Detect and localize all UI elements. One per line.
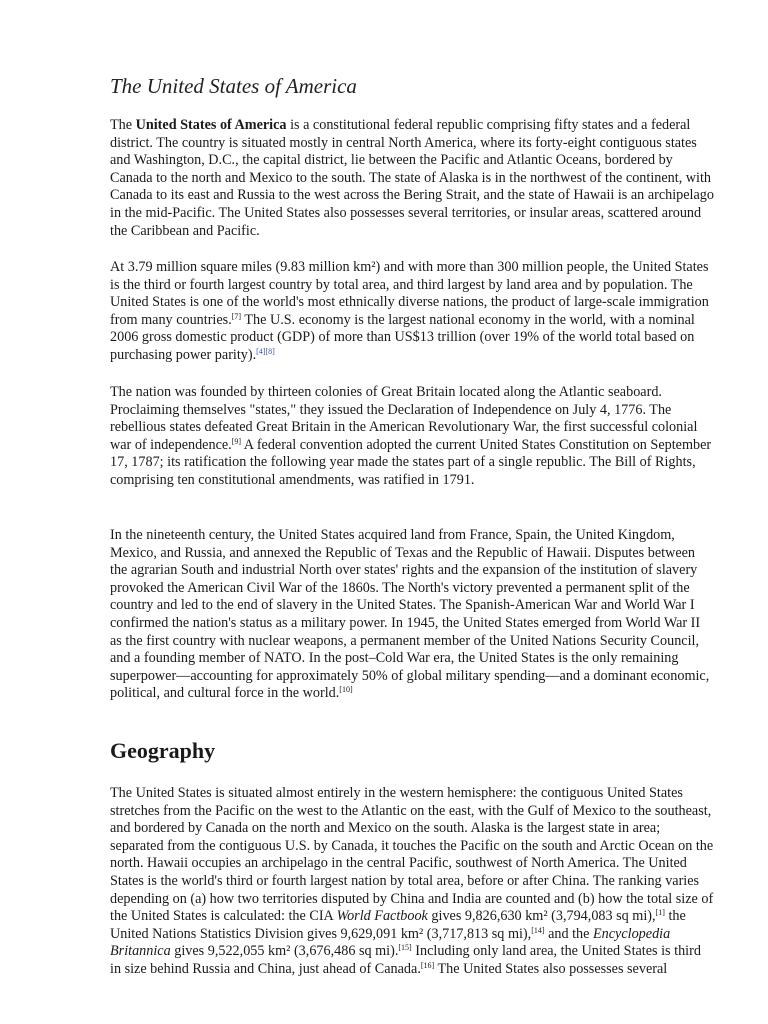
intro-lead: The <box>110 117 136 133</box>
paragraph-text: At 3.79 million square miles (9.83 million km²) and with more than 300 million people, the United States is the third or fourth largest country by total area, and third largest by land area and by population. The United States is one of the world's most ethnically diverse nations, the product of large-scale immigration from many countries. <box>110 259 709 328</box>
paragraph-text: A federal convention adopted the current United States Constitution on September 17, 1787; its ratification the following year made the states part of a single republic. The Bill of Rights, comprising ten constitutional amendments, was ratified in 1791. <box>110 436 712 488</box>
source-title-italic: Encyclopedia Britannica <box>110 925 671 960</box>
citation-ref[interactable]: [4][8] <box>256 346 275 356</box>
citation-ref[interactable]: [16] <box>420 960 435 970</box>
paragraph-text: and the <box>544 925 593 942</box>
source-title-italic: World Factbook <box>336 908 428 925</box>
citation-ref[interactable]: [15] <box>398 943 412 953</box>
document-title: The United States of America <box>110 74 357 98</box>
paragraph-text: The United States is situated almost entirely in the western hemisphere: the contiguous United States stretches from the Pacific on the west to the Atlantic on the east, with the Gulf of Mexico to the southeast, and bordered by Canada on the north and Mexico on the south. Alaska is the largest state in area; separated from the contiguous U.S. by Canada, it touches the Pacific on the south and Arctic Ocean on the north. Hawaii occupies an archipelago in the central Pacific, southwest of North America. The United States is the world's third or fourth largest nation by total area, before or after China. The ranking varies depending on (a) how two territories disputed by China and India are counted and (b) how the total size of the United States is calculated: the CIA <box>110 785 714 925</box>
area-population-paragraph <box>110 259 714 365</box>
paragraph-text: The United States also possesses several <box>434 960 668 977</box>
paragraph-text: gives 9,826,630 km² (3,794,083 sq mi), <box>427 908 656 925</box>
paragraph-text: Including only land area, the United States is third in size behind Russia and China, just ahead of Canada. <box>110 943 701 977</box>
intro-text: is a constitutional federal republic comprising fifty states and a federal district. The country is situated mostly in central North America, where its forty-eight contiguous states and Washington, D.C., the capital district, lie between the Pacific and Atlantic Oceans, bordered by Canada to the north and Mexico to the south. The state of Alaska is in the northwest of the continent, with Canada to its east and Russia to the west across the Bering Strait, and the state of Hawaii is an archipelago in the mid-Pacific. The United States also possesses several territories, or insular areas, scattered around the Caribbean and Pacific. <box>110 117 714 239</box>
history-paragraph <box>110 527 714 703</box>
country-name-bold: United States of America <box>135 117 287 133</box>
citation-ref[interactable]: [9] <box>231 436 242 446</box>
intro-paragraph <box>110 117 714 240</box>
citation-ref[interactable]: [10] <box>339 685 353 695</box>
paragraph-text: In the nineteenth century, the United States acquired land from France, Spain, the United Kingdom, Mexico, and Russia, and annexed the Republic of Texas and the Republic of Hawaii. Disputes between the agrarian South and industrial North over states' rights and the expansion of the institution of slavery provoked the American Civil War of the 1860s. The North's victory prevented a permanent split of the country and led to the end of slavery in the United States. The Spanish-American War and World War I confirmed the nation's status as a military power. In 1945, the United States emerged from World War II as the first country with nuclear weapons, a permanent member of the United Nations Security Council, and a founding member of NATO. In the post–Cold War era, the United States is the only remaining superpower—accounting for approximately 50% of global military spending—and a dominant economic, political, and cultural force in the world. <box>110 527 710 702</box>
paragraph-text: gives 9,522,055 km² (3,676,486 sq mi). <box>170 943 399 960</box>
citation-ref[interactable]: [7] <box>231 311 242 321</box>
founding-paragraph <box>110 384 714 490</box>
paragraph-text: The U.S. economy is the largest national economy in the world, with a nominal 2006 gross domestic product (GDP) of more than US$13 trillion (over 19% of the world total based on purchasing power parity). <box>110 311 695 363</box>
geography-paragraph <box>110 785 714 1024</box>
paragraph-text: the United Nations Statistics Division gives 9,629,091 km² (3,717,813 sq mi), <box>110 908 686 942</box>
paragraph-text: The nation was founded by thirteen colonies of Great Britain located along the Atlantic seaboard. Proclaiming themselves "states," they issued the Declaration of Independence on July 4, 1776. The rebellious states defeated Great Britain in the American Revolutionary War, the first successful colonial war of independence. <box>110 384 698 453</box>
citation-ref[interactable]: [1] <box>655 908 665 918</box>
geography-heading: Geography <box>110 738 216 763</box>
citation-ref[interactable]: [14] <box>531 925 545 935</box>
